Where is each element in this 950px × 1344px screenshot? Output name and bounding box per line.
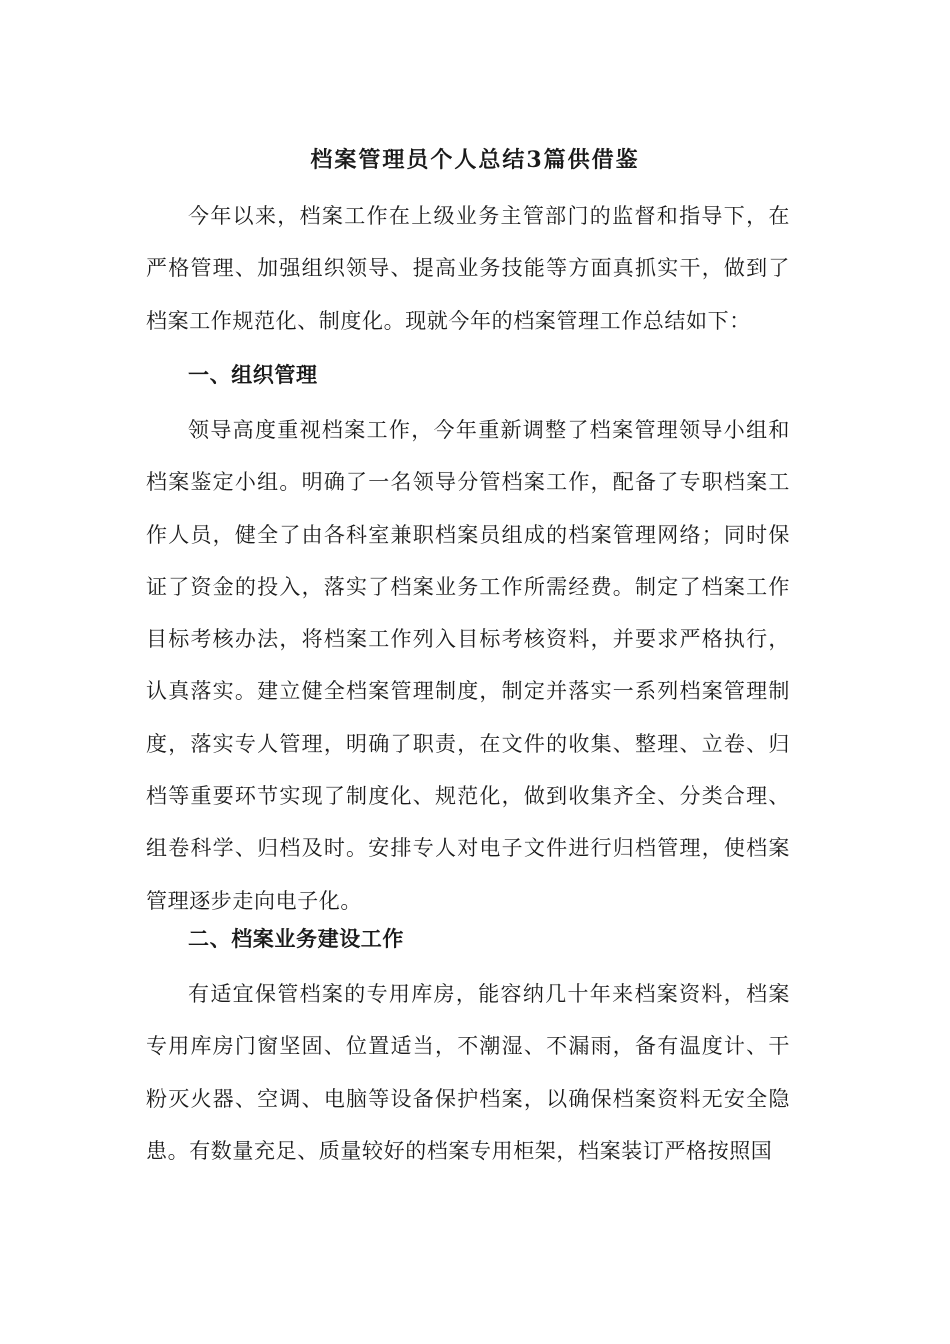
section-heading-organization: 一、组织管理 [188, 363, 318, 387]
intro-paragraph: 今年以来，档案工作在上级业务主管部门的监督和指导下，在严格管理、加强组织领导、提高业务技能等方面真抓实干，做到了档案工作规范化、制度化。现就今年的档案管理工作总结如下： [146, 204, 790, 333]
section-heading-archive-construction: 二、档案业务建设工作 [188, 927, 404, 951]
section-body-archive-construction: 有适宜保管档案的专用库房，能容纳几十年来档案资料，档案专用库房门窗坚固、位置适当，不潮湿、不漏雨，备有温度计、干粉灭火器、空调、电脑等设备保护档案，以确保档案资料无安全隐患。有数量充足、质量较好的档案专用柜架，档案装订严格按照国 [146, 982, 790, 1163]
document-title: 档案管理员个人总结3篇供借鉴 [310, 147, 640, 173]
section-body-organization: 领导高度重视档案工作，今年重新调整了档案管理领导小组和档案鉴定小组。明确了一名领导分管档案工作，配备了专职档案工作人员，健全了由各科室兼职档案员组成的档案管理网络；同时保证了资金的投入，落实了档案业务工作所需经费。制定了档案工作目标考核办法，将档案工作列入目标考核资料，并要求严格执行，认真落实。建立健全档案管理制度，制定并落实一系列档案管理制度，落实专人管理，明确了职责，在文件的收集、整理、立卷、归档等重要环节实现了制度化、规范化，做到收集齐全、分类合理、组卷科学、归档及时。安排专人对电子文件进行归档管理，使档案管理逐步走向电子化。 [146, 418, 790, 913]
